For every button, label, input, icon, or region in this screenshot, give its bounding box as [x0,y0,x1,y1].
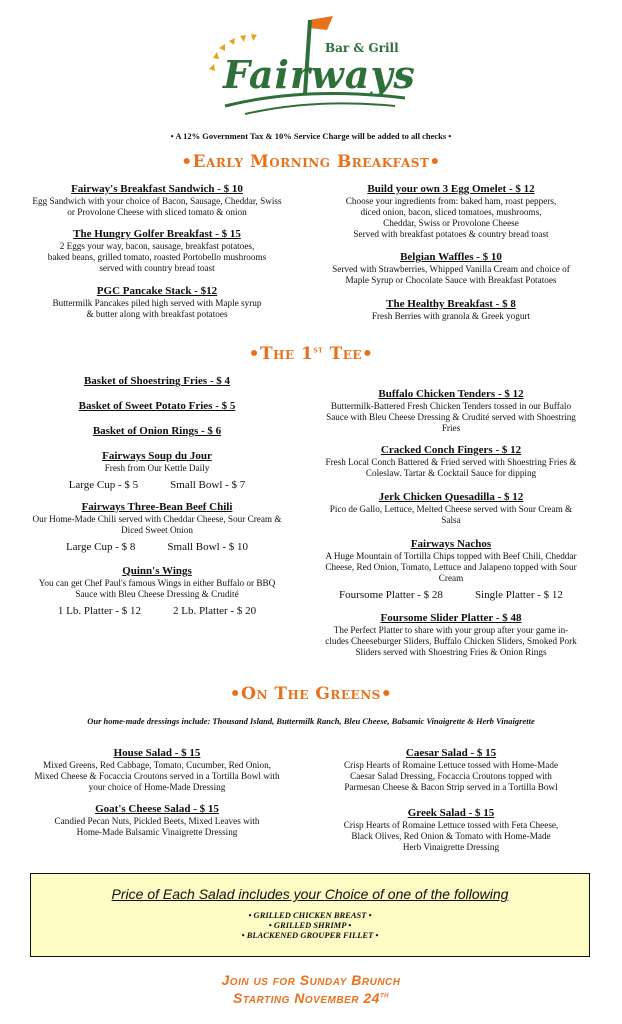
price-option: 2 Lb. Platter - $ 20 [173,605,257,617]
logo-bar-grill: Bar & Grill [325,41,399,55]
item-desc: your choice of Home-Made Dressing [88,782,226,792]
item-desc: Caesar Salad Dressing, Focaccia Croutons topped with [350,771,552,781]
salad-option: • GRILLED SHRIMP • [268,920,352,930]
item-desc: Fries [441,423,461,433]
menu-item [16,228,298,274]
item-desc: A Huge Mountain of Tortilla Chips topped with Beef Chili, Cheddar [325,551,577,561]
menu-item [16,285,298,320]
item-desc: Served with Strawberries, Whipped Vanilla Cream and choice of [332,264,570,274]
item-desc: Sauce with Bleu Cheese Dressing & Crudité served with Shoestring [326,412,576,422]
item-desc: Crisp Hearts of Romaine Lettuce tossed with Home-Made [343,760,559,770]
item-name: Cracked Conch Fingers - $ 12 [380,444,522,456]
item-desc: Egg Sandwich with your choice of Bacon, Sausage, Cheddar, Swiss [32,196,282,206]
tee-title-end: Tee• [323,344,374,364]
item-desc: Sliders served with Shoestring Fries & Onion Rings [355,647,547,657]
menu-item [310,491,592,526]
tee-title-sup: st [313,345,324,356]
item-desc: Cheese, Red Onion, Tomato, Lettuce and Jalapeno topped with Sour [325,562,577,572]
menu-item [310,612,592,658]
menu-item [16,375,298,388]
price-option: Small Bowl - $ 10 [167,541,249,553]
item-desc: Sauce with Bleu Cheese Dressing & Crudité [75,589,239,599]
item-name: Fairways Soup du Jour [102,450,212,462]
price-option: Single Platter - $ 12 [474,589,563,601]
menu-item [310,251,592,286]
item-desc: Our Home-Made Chili served with Cheddar Cheese, Sour Cream & [32,514,282,524]
item-desc: Herb Vinaigrette Dressing [402,842,500,852]
salad-option: • BLACKENED GROUPER FILLET • [241,930,379,940]
item-desc: Buttermilk Pancakes piled high served with Maple syrup [52,298,262,308]
item-desc: Coleslaw. Tartar & Cocktail Sauce for dipping [365,468,537,478]
item-desc: Buttermilk-Battered Fresh Chicken Tenders tossed in our Buffalo [330,401,572,411]
brunch-line-2 [0,990,622,1006]
item-desc: Home-Made Balsamic Vinaigrette Dressing [76,827,238,837]
item-desc: Fresh Local Conch Battered & Fried served with Shoestring Fries & [325,457,577,467]
item-name: Fairways Nachos [410,538,492,550]
price-option: Foursome Platter - $ 28 [339,589,443,601]
menu-item [16,425,298,438]
item-name: Fairways Three-Bean Beef Chili [81,501,233,513]
menu-item [310,747,592,793]
item-desc: served with country bread toast [99,263,215,273]
brunch-date-sup: th [379,990,389,1000]
price-option: 1 Lb. Platter - $ 12 [57,605,141,617]
menu-item [16,803,298,838]
menu-item [16,747,298,793]
item-name: Belgian Waffles - $ 10 [400,251,502,263]
menu-item [16,565,298,618]
item-desc: Salsa [441,515,461,525]
fairways-logo [205,14,420,122]
item-name: Goat's Cheese Salad - $ 15 [95,803,219,815]
price-row [16,478,298,492]
tee-section-title [0,344,622,364]
menu-item [16,400,298,413]
item-name: The Healthy Breakfast - $ 8 [386,298,516,310]
item-desc: & butter along with breakfast potatoes [86,309,228,319]
price-row [16,540,298,554]
price-option: Large Cup - $ 5 [68,479,139,491]
item-desc: Fresh Berries with granola & Greek yogurt [371,311,531,321]
item-desc: Candied Pecan Nuts, Pickled Beets, Mixed Leaves with [54,816,260,826]
item-desc: Black Olives, Red Onion & Tomato with Home-Made [351,831,551,841]
item-name: Jerk Chicken Quesadilla - $ 12 [378,491,524,503]
item-desc: Mixed Cheese & Focaccia Croutons served in a Tortilla Bowl with [34,771,280,781]
salad-addon-box [30,873,590,957]
item-desc: Pico de Gallo, Lettuce, Melted Cheese served with Sour Cream & [329,504,573,514]
item-name: The Hungry Golfer Breakfast - $ 15 [73,228,241,240]
item-desc: cludes Cheeseburger Sliders, Buffalo Chicken Sliders, Smoked Pork [325,636,577,646]
dressings-note: Our home-made dressings include: Thousand Island, Buttermilk Ranch, Bleu Cheese, Balsamic Vinaigrette & Herb Vinaigrette [87,716,535,726]
salad-options [31,910,589,940]
menu-item [16,501,298,554]
price-row [310,588,592,602]
tax-notice: • A 12% Government Tax & 10% Service Charge will be added to all checks • [170,131,452,141]
menu-item [310,298,592,322]
item-name: Fairway's Breakfast Sandwich - $ 10 [71,183,243,195]
item-name: Build your own 3 Egg Omelet - $ 12 [367,183,535,195]
menu-item [310,807,592,853]
item-desc: Crisp Hearts of Romaine Lettuce tossed with Feta Cheese, [343,820,559,830]
item-name: Greek Salad - $ 15 [407,807,495,819]
price-option: Small Bowl - $ 7 [170,479,246,491]
item-name: Basket of Shoestring Fries - $ 4 [83,375,231,387]
item-desc: Diced Sweet Onion [121,525,193,535]
item-name: Quinn's Wings [122,565,192,577]
greens-section-title: •On The Greens• [229,684,393,704]
menu-item [16,183,298,218]
item-name: Buffalo Chicken Tenders - $ 12 [378,388,524,400]
item-name: Caesar Salad - $ 15 [405,747,497,759]
item-name: Basket of Sweet Potato Fries - $ 5 [78,400,236,412]
menu-item [310,538,592,602]
item-desc: The Perfect Platter to share with your group after your game in- [333,625,569,635]
item-name: House Salad - $ 15 [113,747,201,759]
salad-option: • GRILLED CHICKEN BREAST • [248,910,372,920]
item-desc: Cheddar, Swiss or Provolone Cheese [383,218,519,228]
item-desc: Cream [438,573,464,583]
price-option: Large Cup - $ 8 [65,541,136,553]
menu-item [310,444,592,479]
brunch-line-1: Join us for Sunday Brunch [221,972,401,988]
breakfast-section-title: •Early Morning Breakfast• [181,152,441,172]
item-name: Basket of Onion Rings - $ 6 [92,425,222,437]
item-desc: Fresh from Our Kettle Daily [104,463,210,473]
tee-title-main: •The 1 [248,344,314,364]
price-row [16,604,298,618]
item-desc: baked beans, grilled tomato, roasted Portobello mushrooms [47,252,267,262]
item-desc: 2 Eggs your way, bacon, sausage, breakfast potatoes, [59,241,255,251]
item-desc: Maple Syrup or Chocolate Sauce with Breakfast Potatoes [345,275,557,285]
item-name: Foursome Slider Platter - $ 48 [380,612,522,624]
item-desc: You can get Chef Paul's famous Wings in either Buffalo or BBQ [38,578,276,588]
salad-box-title: Price of Each Salad includes your Choice of one of the following [111,886,509,902]
item-desc: diced onion, bacon, sliced tomatoes, mushrooms, [360,207,542,217]
item-name: PGC Pancake Stack - $12 [96,285,218,297]
item-desc: Choose your ingredients from: baked ham, roast peppers, [345,196,557,206]
menu-item [16,450,298,492]
brunch-date: Starting November 24 [233,990,380,1006]
item-desc: Mixed Greens, Red Cabbage, Tomato, Cucumber, Red Onion, [43,760,271,770]
logo-name: Fairways [223,52,416,97]
menu-item [310,183,592,240]
menu-item [310,388,592,434]
item-desc: Parmesan Cheese & Bacon Strip served in a Tortilla Bowl [344,782,558,792]
item-desc: Served with breakfast potatoes & country bread toast [353,229,549,239]
item-desc: or Provolone Cheese with sliced tomato & onion [67,207,247,217]
